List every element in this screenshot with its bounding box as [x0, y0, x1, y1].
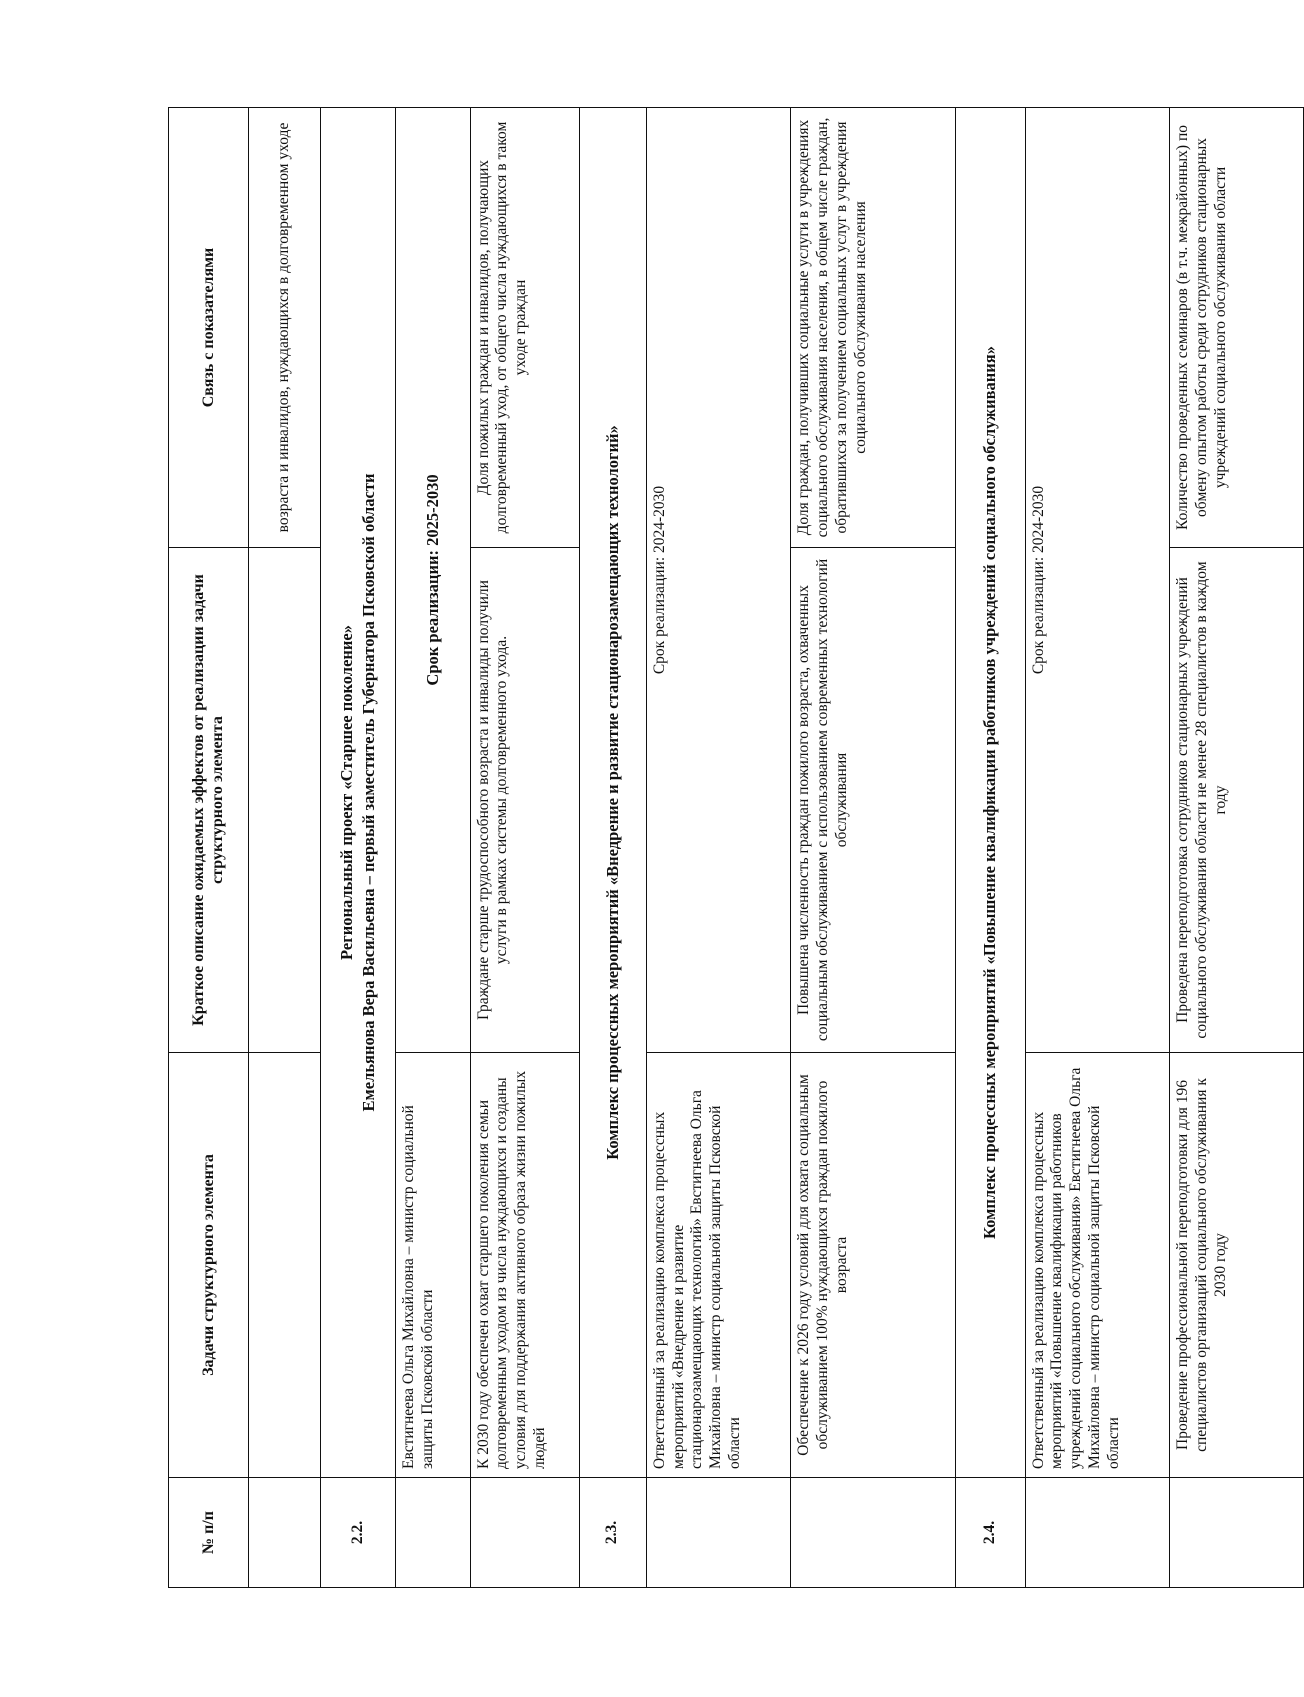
cell-term: Срок реализации: 2024-2030	[646, 108, 790, 1053]
table-row	[470, 108, 579, 1588]
cell-tasks: Проведение профессиональной переподготовки для 196 специалистов организаций социального обслуживания к 2030 году	[1169, 1053, 1303, 1478]
header-tasks: Задачи структурного элемента	[169, 1053, 249, 1478]
cell-responsible: Ответственный за реализацию комплекса процессных мероприятий «Внедрение и развитие стационарозамещающих технологий» Евстигнеева Ольга Михайловна – министр социальной защиты Псковской области	[646, 1053, 790, 1478]
structural-elements-table	[168, 107, 1304, 1588]
header-effects: Краткое описание ожидаемых эффектов от реализации задачи структурного элемента	[169, 548, 249, 1053]
section-title: Комплекс процессных мероприятий «Повышение квалификации работников учреждений социального обслуживания»	[955, 108, 1025, 1478]
section-row	[955, 108, 1025, 1588]
cell-responsible: Евстигнеева Ольга Михайловна – министр социальной защиты Псковской области	[395, 1053, 470, 1478]
cell-tasks	[248, 1053, 320, 1478]
cell-effects	[248, 548, 320, 1053]
section-row	[579, 108, 646, 1588]
cell-effects: Проведена переподготовка сотрудников стационарных учреждений социального обслуживания области не менее 28 специалистов в каждом году	[1169, 548, 1303, 1053]
table-row	[248, 108, 320, 1588]
section-num: 2.4.	[955, 1478, 1025, 1588]
cell-num	[1169, 1478, 1303, 1588]
cell-responsible: Ответственный за реализацию комплекса процессных мероприятий «Повышение квалификации работников учреждений социального обслуживания» Евстигнеева Ольга Михайловна – министр социальной защиты Псковской области	[1025, 1053, 1169, 1478]
rotated-page	[168, 108, 1304, 1588]
table-row	[395, 108, 470, 1588]
header-num: № п/п	[169, 1478, 249, 1588]
cell-tasks: Обеспечение к 2026 году условий для охвата социальным обслуживанием 100% нуждающихся граждан пожилого возраста	[791, 1053, 956, 1478]
table-row	[791, 108, 956, 1588]
table-row	[646, 108, 790, 1588]
table-row	[1025, 108, 1169, 1588]
cell-num	[791, 1478, 956, 1588]
cell-num	[646, 1478, 790, 1588]
cell-tasks: К 2030 году обеспечен охват старшего поколения семьи долговременным уходом из числа нуждающихся и созданы условия для поддержания активного образа жизни пожилых людей	[470, 1053, 579, 1478]
cell-link: Доля пожилых граждан и инвалидов, получающих долговременный уход, от общего числа нуждающихся в таком уходе граждан	[470, 108, 579, 548]
section-num: 2.3.	[579, 1478, 646, 1588]
section-title: Комплекс процессных мероприятий «Внедрение и развитие стационарозамещающих технологий»	[579, 108, 646, 1478]
cell-link: Доля граждан, получивших социальные услуги в учреждениях социального обслуживания населения, в общем числе граждан, обратившихся за получением социальных услуг в учреждения социального обслуживания населения	[791, 108, 956, 548]
cell-num	[248, 1478, 320, 1588]
table-header-row	[169, 108, 249, 1588]
section-row	[321, 108, 396, 1588]
cell-num	[395, 1478, 470, 1588]
table-row	[1169, 108, 1303, 1588]
cell-num	[1025, 1478, 1169, 1588]
header-link: Связь с показателями	[169, 108, 249, 548]
project-curator: Емельянова Вера Васильевна – первый заместитель Губернатора Псковской области	[358, 473, 378, 1112]
cell-effects: Повышена численность граждан пожилого возраста, охваченных социальным обслуживанием с использованием современных технологий обслуживания	[791, 548, 956, 1053]
section-num: 2.2.	[321, 1478, 396, 1588]
cell-link: возраста и инвалидов, нуждающихся в долговременном уходе	[248, 108, 320, 548]
cell-effects: Граждане старше трудоспособного возраста и инвалиды получили услуги в рамках системы долговременного ухода.	[470, 548, 579, 1053]
cell-term: Срок реализации: 2025-2030	[395, 108, 470, 1053]
cell-link: Количество проведенных семинаров (в т.ч. межрайонных) по обмену опытом работы среди сотрудников стационарных учреждений социального обслуживания области	[1169, 108, 1303, 548]
section-title	[321, 108, 396, 1478]
project-title: Региональный проект «Старшее поколение»	[336, 625, 356, 960]
cell-term: Срок реализации: 2024-2030	[1025, 108, 1169, 1053]
cell-num	[470, 1478, 579, 1588]
